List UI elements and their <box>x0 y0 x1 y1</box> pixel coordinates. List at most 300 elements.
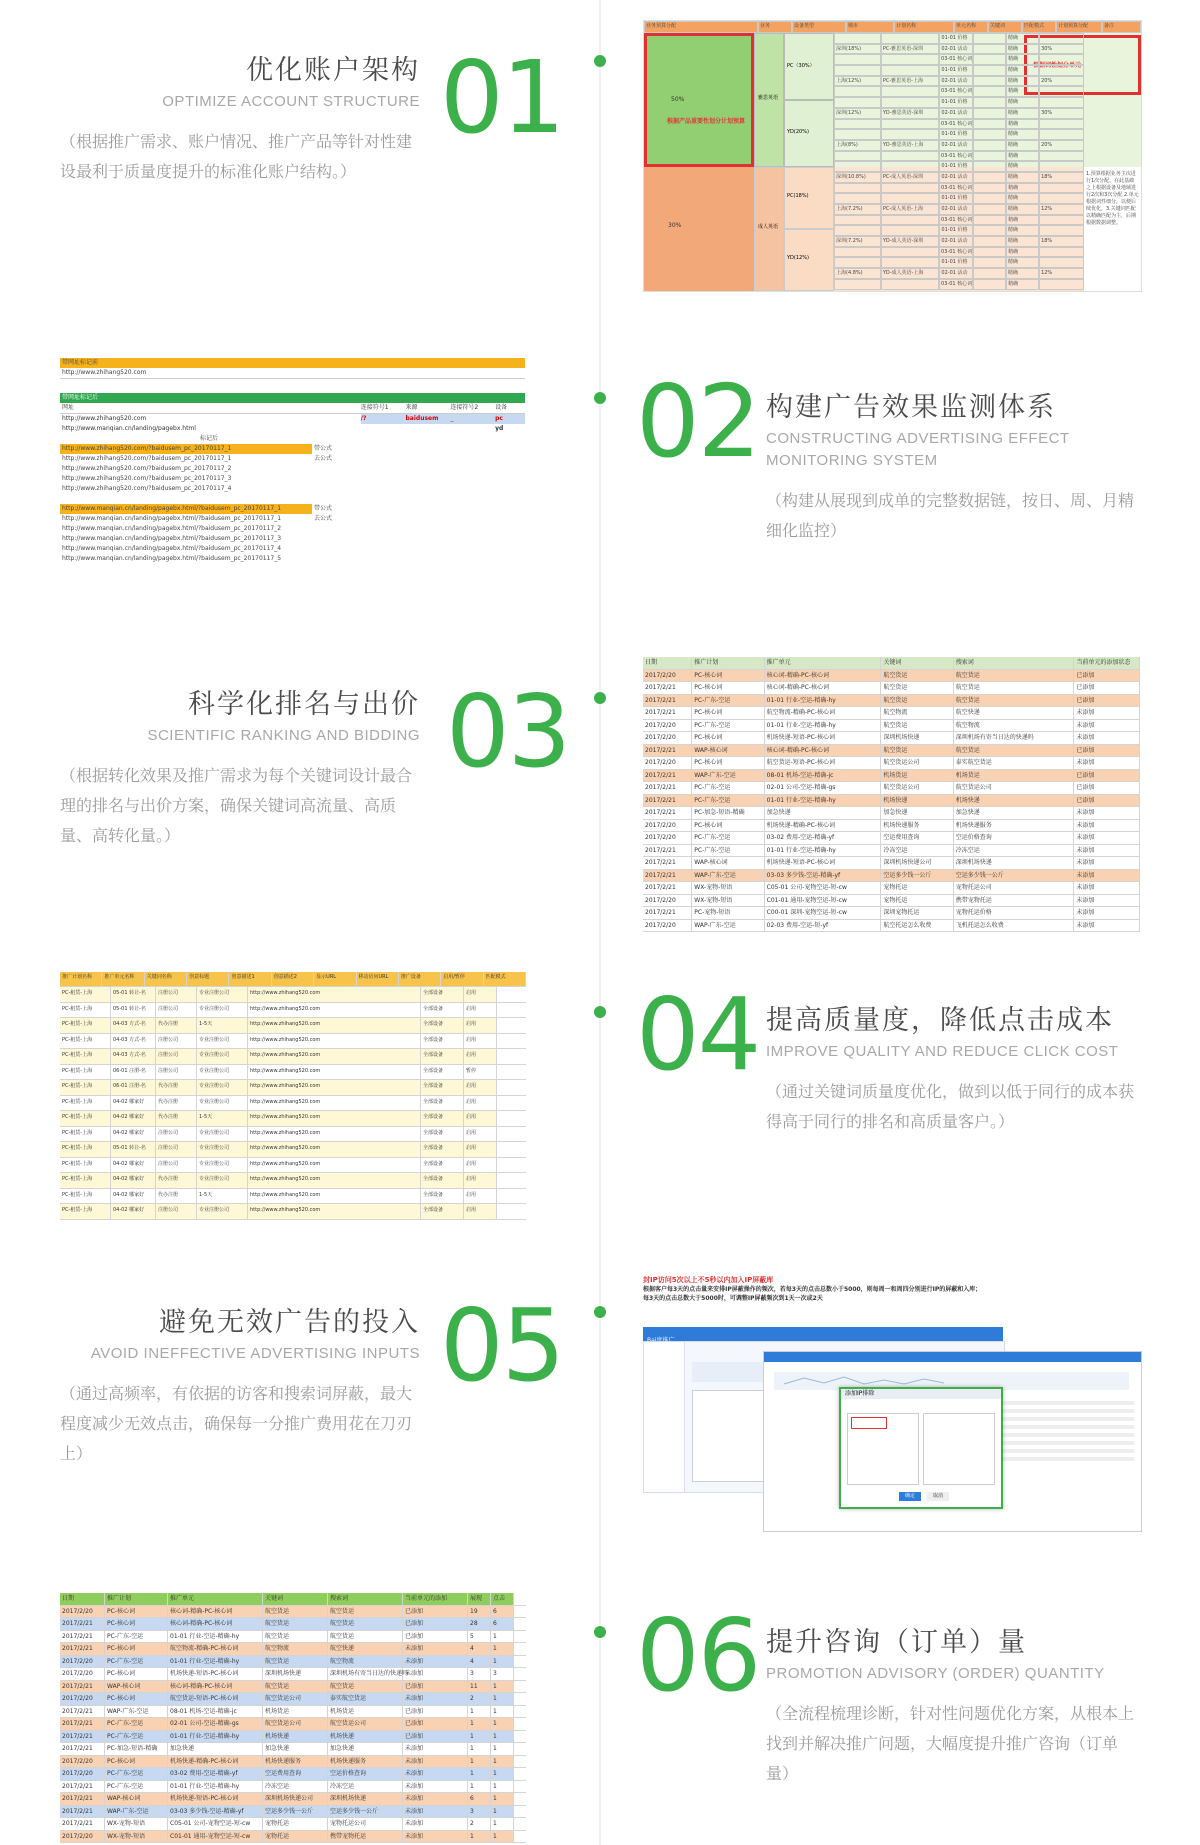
plan-cell <box>834 54 881 65</box>
plan-row <box>834 108 1084 119</box>
table-cell: 航空货运 <box>881 720 953 732</box>
budget-block-bottom <box>644 167 754 291</box>
header-cell: 点击 <box>491 1593 514 1605</box>
plan-cell <box>1039 65 1084 76</box>
plan-cell <box>1039 215 1084 226</box>
table-cell: 05-01 转让-名 <box>111 1142 156 1157</box>
header-cell: 当前单元的添加状态 <box>1074 657 1140 669</box>
header-cell: 创意描述1 <box>229 972 271 986</box>
plan-cell: 02-01 活动 <box>939 44 972 55</box>
plan-cell <box>973 204 1006 215</box>
table-cell: 01-01 行业-空运-精确-hy <box>168 1656 263 1668</box>
formula-note: 去公式 <box>314 515 333 522</box>
table-cell: 02-01 公司-空运-精确-gs <box>168 1718 263 1730</box>
table-cell: 2017/2/20 <box>643 670 692 682</box>
table-cell: PC-租赁-上海 <box>60 1080 111 1095</box>
header-cell: 设备类型 <box>792 21 846 33</box>
table-cell: 航空托运怎么收费 <box>881 920 953 932</box>
table-cell: 1 <box>491 1731 514 1743</box>
table-cell: 启用 <box>464 1127 497 1142</box>
table-cell: PC-广东-空运 <box>105 1631 168 1643</box>
table-cell: 专业注册公司 <box>197 1142 248 1157</box>
table-cell: 空运费用查询 <box>263 1768 328 1780</box>
table-cell: 机场货运 <box>328 1706 403 1718</box>
table-cell: 2017/2/20 <box>643 732 692 744</box>
table-cell: 航空货运 <box>881 745 953 757</box>
section-number-02: 02 <box>636 363 760 480</box>
table-cell: 深圳机场有寄当日达的快递吗 <box>954 732 1075 744</box>
budget-value: 50% <box>671 96 685 103</box>
header-cell: 备注 <box>1102 21 1141 33</box>
table-cell: 核心词-精确-PC-核心词 <box>168 1606 263 1618</box>
table-cell: PC-广东-空运 <box>692 695 764 707</box>
table-cell: 飞机托运怎么收费 <box>954 920 1075 932</box>
plan-cell: 精确 <box>1006 108 1039 119</box>
header-cell: 日期 <box>643 657 692 669</box>
table-cell: 03-03 多少钱-空运-精确-yf <box>765 870 882 882</box>
section-02-text <box>766 385 1136 546</box>
table-cell: 注册公司 <box>156 1127 197 1142</box>
table-cell: 航空货运 <box>263 1681 328 1693</box>
plan-cell: PC-成人英语-上海 <box>881 204 940 215</box>
plan-cell <box>834 193 881 204</box>
plan-cell: 20% <box>1039 140 1084 151</box>
plan-cell <box>834 225 881 236</box>
table-cell: PC-租赁-上海 <box>60 1111 111 1126</box>
biz-label: 成人英语 <box>758 224 779 230</box>
plan-cell: 精确 <box>1006 268 1039 279</box>
plan-cell <box>834 279 881 290</box>
table-cell: C05-01 公司-宠物空运-短-cw <box>168 1818 263 1830</box>
plan-cell: YD-雅思英语-深圳 <box>881 108 940 119</box>
table-cell: 泰实航空货运 <box>328 1693 403 1705</box>
table-cell: 机场快递服务 <box>263 1756 328 1768</box>
table-cell: 未添加 <box>403 1806 468 1818</box>
table-cell: 航空物流-精确-PC-核心词 <box>765 707 882 719</box>
table-row <box>60 1668 526 1681</box>
table-cell: 03-02 费用-空运-精确-yf <box>765 832 882 844</box>
table-cell: PC-租赁-上海 <box>60 1142 111 1157</box>
table-cell: 深圳宠物托运 <box>881 907 953 919</box>
plan-cell: 02-01 活动 <box>939 268 972 279</box>
plan-cell <box>973 65 1006 76</box>
table-cell: 注册公司 <box>156 1065 197 1080</box>
plan-cell <box>834 86 881 97</box>
plan-cell <box>881 225 940 236</box>
table-cell: 2017/2/21 <box>643 707 692 719</box>
tagged-url-list-a <box>60 444 525 494</box>
device-block <box>784 100 834 167</box>
table-cell: 2017/2/20 <box>60 1656 105 1668</box>
creative-sheet <box>60 972 526 1213</box>
table-cell: 机场快递-短语-PC-核心词 <box>168 1668 263 1680</box>
header-cell: 显示URL <box>314 972 356 986</box>
dialog-cancel-button[interactable]: 取消 <box>927 1492 949 1501</box>
plan-cell: PC-雅思英语-上海 <box>881 76 940 87</box>
plan-cell <box>834 183 881 194</box>
table-cell: WX-宠物-短语 <box>105 1831 168 1843</box>
table-cell: 核心词-精确-PC-核心词 <box>168 1681 263 1693</box>
table-cell: 已添加 <box>1074 795 1140 807</box>
table-cell: 空运多少钱一公斤 <box>954 870 1075 882</box>
table-cell: 专业注册公司 <box>197 987 248 1002</box>
plan-cell: 上海(4.8%) <box>834 268 881 279</box>
section-subtitle: OPTIMIZE ACCOUNT STRUCTURE <box>162 93 420 110</box>
table-cell: 2017/2/20 <box>643 920 692 932</box>
table-cell: 航空货运 <box>263 1656 328 1668</box>
sheet-label: 带网址标记后 <box>60 393 525 403</box>
biz-block <box>754 167 784 291</box>
plan-cell <box>1039 247 1084 258</box>
plan-cell <box>834 257 881 268</box>
table-cell: 深圳机场快递 <box>881 732 953 744</box>
plan-cell <box>881 33 940 44</box>
header-cell: 当前单元的添加 <box>403 1593 468 1605</box>
plan-cell <box>973 215 1006 226</box>
plan-row <box>834 247 1084 258</box>
table-cell: 机场快递服务 <box>954 820 1075 832</box>
table-cell: 3 <box>468 1806 491 1818</box>
table-cell: 航空货运-短语-PC-核心词 <box>765 757 882 769</box>
table-cell: 航空货运 <box>263 1631 328 1643</box>
plan-cell: 精确 <box>1006 225 1039 236</box>
dialog-ok-button[interactable]: 确定 <box>899 1492 921 1501</box>
plan-cell: 02-01 活动 <box>939 172 972 183</box>
plan-cell: 01-01 价格 <box>939 97 972 108</box>
table-cell: PC-广东-空运 <box>692 720 764 732</box>
table-cell: 深圳机场快递公司 <box>881 857 953 869</box>
table-cell: 01-01 行业-空运-精确-hy <box>765 720 882 732</box>
table-cell: PC-租赁-上海 <box>60 1003 111 1018</box>
plan-cell <box>1039 225 1084 236</box>
table-cell: 航空货运-短语-PC-核心词 <box>168 1693 263 1705</box>
plan-cell <box>881 215 939 226</box>
table-cell: 2017/2/21 <box>643 870 692 882</box>
tag-value-row <box>60 414 525 424</box>
url-cell: http://www.manqian.cn/landing/pagebx.html/?baidusem_pc_20170117_4 <box>62 545 282 552</box>
table-cell: 航空物流 <box>328 1656 403 1668</box>
table-cell: PC-广东-空运 <box>692 782 764 794</box>
plan-cell <box>973 225 1006 236</box>
device-block <box>784 167 834 229</box>
table-cell: 1 <box>491 1781 514 1793</box>
plan-row <box>834 225 1084 236</box>
table-cell: PC-核心词 <box>105 1756 168 1768</box>
table-cell: 航空货运公司 <box>954 782 1075 794</box>
table-cell: http://www.zhihang520.com <box>248 1127 421 1142</box>
table-cell: 03-03 多少钱-空运-精确-yf <box>168 1806 263 1818</box>
table-cell: 已添加 <box>1074 682 1140 694</box>
table-cell: 04-03 方式-名 <box>111 1049 156 1064</box>
table-cell: 05-01 转让-名 <box>111 1003 156 1018</box>
section-number-06: 06 <box>636 1597 760 1714</box>
table-cell: 全部设备 <box>421 1204 464 1219</box>
plan-cell: 18% <box>1039 236 1084 247</box>
table-cell: 暂停 <box>464 1065 497 1080</box>
plan-cell: 精确 <box>1006 140 1039 151</box>
header-cell: 推广单元 <box>168 1593 263 1605</box>
table-cell: 代办注册 <box>156 1080 197 1095</box>
table-cell: PC-租赁-上海 <box>60 1018 111 1033</box>
table-cell: 全部设备 <box>421 1080 464 1095</box>
table-cell: 未添加 <box>1074 732 1140 744</box>
table-cell: 注册公司 <box>156 1204 197 1219</box>
ip-textarea[interactable] <box>847 1413 919 1485</box>
table-cell: 未添加 <box>1074 720 1140 732</box>
header-cell: 推广计划 <box>692 657 764 669</box>
plan-cell <box>973 108 1006 119</box>
tagged-url-row <box>60 524 525 534</box>
table-cell: 深圳机场快递 <box>954 857 1075 869</box>
formula-note <box>312 554 314 564</box>
table-cell: C00-01 深圳-宠物空运-短-cw <box>765 907 882 919</box>
table-cell: 未添加 <box>403 1818 468 1830</box>
table-cell: 航空货运 <box>881 670 953 682</box>
plan-row <box>834 44 1084 55</box>
table-cell: http://www.zhihang520.com <box>248 1111 421 1126</box>
table-cell: 1 <box>491 1818 514 1830</box>
url-cell: http://www.zhihang520.com/?baidusem_pc_20170117_4 <box>62 485 232 492</box>
table-cell: 全部设备 <box>421 1049 464 1064</box>
table-cell: 1 <box>468 1731 491 1743</box>
table-row <box>60 1643 526 1656</box>
table-cell: 未添加 <box>403 1693 468 1705</box>
header-cell: 关键词 <box>263 1593 328 1605</box>
table-cell: 代办注册 <box>156 1018 197 1033</box>
header-cell: 计划预算分配 <box>1056 21 1102 33</box>
table-cell: 航空物流 <box>954 720 1075 732</box>
section-description: （构建从展现到成单的完整数据链，按日、周、月精细化监控） <box>766 491 1135 540</box>
sheet-table <box>643 657 1140 932</box>
table-cell: 4 <box>468 1643 491 1655</box>
table-cell: 加急快递 <box>263 1743 328 1755</box>
plan-cell: 精确 <box>1006 236 1039 247</box>
table-cell: 加急快递 <box>954 807 1075 819</box>
table-cell: 1 <box>491 1706 514 1718</box>
table-cell: 启用 <box>464 1158 497 1173</box>
sheet-table <box>60 1593 526 1843</box>
tagged-url-row <box>60 554 525 564</box>
plan-cell: YD-成人英语-上海 <box>881 268 940 279</box>
table-cell: 机场快递 <box>328 1731 403 1743</box>
table-cell: 航空货运 <box>328 1681 403 1693</box>
device-label: PC（30%） <box>787 63 815 69</box>
table-cell: 全部设备 <box>421 1189 464 1204</box>
section-title: 避免无效广告的投入 <box>159 1307 420 1338</box>
table-cell: 冷冻空运 <box>954 845 1075 857</box>
table-cell: 2017/2/21 <box>60 1718 105 1730</box>
table-row <box>643 920 1140 933</box>
header-cell: 关键词名称 <box>145 972 187 986</box>
table-cell: 空运多少钱一公斤 <box>328 1806 403 1818</box>
table-cell: 6 <box>491 1606 514 1618</box>
plan-cell <box>1039 279 1084 290</box>
plan-row <box>834 193 1084 204</box>
table-cell: WAP-核心词 <box>105 1681 168 1693</box>
table-cell: 2017/2/21 <box>60 1731 105 1743</box>
plan-cell <box>1039 54 1084 65</box>
tagged-url-row <box>60 544 525 554</box>
table-cell: 2017/2/21 <box>643 695 692 707</box>
table-cell: 未添加 <box>1074 757 1140 769</box>
table-cell: 启用 <box>464 1173 497 1188</box>
header-cell: 推广计划名称 <box>60 972 102 986</box>
table-cell: 01-01 行业-空运-精确-hy <box>168 1731 263 1743</box>
table-cell: 全部设备 <box>421 1111 464 1126</box>
plan-row <box>834 236 1084 247</box>
plan-cell <box>834 119 881 130</box>
url-tracking-sheet <box>60 358 525 593</box>
timeline-dot-06 <box>594 1626 606 1638</box>
table-cell: 1 <box>468 1781 491 1793</box>
plan-cell <box>1039 183 1084 194</box>
table-cell: http://www.zhihang520.com <box>248 1003 421 1018</box>
table-row <box>60 1080 526 1096</box>
plan-cell: 精确 <box>1006 44 1039 55</box>
section-number-05: 05 <box>440 1287 564 1404</box>
plan-cell <box>973 119 1006 130</box>
plan-cell <box>1039 257 1084 268</box>
table-cell: WX-宠物-短语 <box>692 895 764 907</box>
table-cell: 未添加 <box>1074 832 1140 844</box>
tag-value-row <box>60 424 525 434</box>
plan-row <box>834 76 1084 87</box>
plan-cell: 精确 <box>1006 193 1039 204</box>
table-cell: 深圳机场快递 <box>263 1668 328 1680</box>
table-cell: 加急快递 <box>881 807 953 819</box>
table-cell: 2017/2/21 <box>643 807 692 819</box>
table-cell: 1 <box>491 1681 514 1693</box>
sheet-label: 标记后 <box>200 435 219 442</box>
plan-cell: 03-01 核心词 <box>939 54 973 65</box>
table-cell: 05-01 转让-名 <box>111 987 156 1002</box>
table-cell: 注册公司 <box>156 1049 197 1064</box>
section-description: （根据推广需求、账户情况、推广产品等针对性建设最利于质量度提升的标准化账户结构。） <box>60 132 413 181</box>
plan-cell: 精确 <box>1006 86 1039 97</box>
table-cell: 未添加 <box>403 1831 468 1843</box>
section-subtitle: PROMOTION ADVISORY (ORDER) QUANTITY <box>766 1665 1105 1682</box>
table-cell: PC-核心词 <box>105 1618 168 1630</box>
plan-row <box>834 183 1084 194</box>
table-cell: 冷冻空运 <box>881 845 953 857</box>
table-cell: WAP-广东-空运 <box>692 920 764 932</box>
table-cell: PC-广东-空运 <box>105 1656 168 1668</box>
plan-cell: 01-01 价格 <box>939 193 972 204</box>
table-cell: 2017/2/20 <box>643 895 692 907</box>
window-table <box>994 1397 1134 1517</box>
table-cell: 6 <box>491 1618 514 1630</box>
table-cell: 启用 <box>464 1096 497 1111</box>
tagged-url-row <box>60 454 525 464</box>
url-cell: http://www.zhihang520.com/?baidusem_pc_20170117_3 <box>62 475 232 482</box>
table-row <box>60 1768 526 1781</box>
table-cell: 注册公司 <box>156 1158 197 1173</box>
col-header: 设备 <box>495 404 508 411</box>
plan-cell <box>834 33 881 44</box>
plan-row <box>834 257 1084 268</box>
table-cell: 2017/2/20 <box>643 820 692 832</box>
table-cell: 未添加 <box>1074 707 1140 719</box>
plan-cell <box>973 172 1006 183</box>
table-cell: 机场快递-精确-PC-核心词 <box>168 1756 263 1768</box>
table-cell: 全部设备 <box>421 1018 464 1033</box>
plan-cell <box>834 129 881 140</box>
biz-label: 雅思英语 <box>758 95 779 101</box>
table-cell: 2017/2/21 <box>60 1706 105 1718</box>
plan-cell <box>881 65 940 76</box>
plan-cell <box>1039 97 1084 108</box>
table-cell: 航空货运公司 <box>328 1718 403 1730</box>
table-cell: PC-广东-空运 <box>692 795 764 807</box>
table-row <box>60 1793 526 1806</box>
table-cell: 机场货运 <box>954 770 1075 782</box>
header-cell: 移动访问URL <box>357 972 399 986</box>
table-row <box>60 1204 526 1220</box>
plan-cell: 精确 <box>1006 247 1039 258</box>
tagged-url-list-b <box>60 504 525 564</box>
table-cell: 2017/2/20 <box>643 720 692 732</box>
table-cell: 空运价格查询 <box>954 832 1075 844</box>
section-subtitle: CONSTRUCTING ADVERTISING EFFECT MONITORING SYSTEM <box>766 430 1070 469</box>
table-cell: PC-租赁-上海 <box>60 1096 111 1111</box>
url-cell: http://www.manqian.cn/landing/pagebx.html/?baidusem_pc_20170117_3 <box>62 535 282 542</box>
table-row <box>643 870 1140 883</box>
tag-cell: _ <box>450 414 495 424</box>
table-cell: C01-01 通用-宠物空运-短-cw <box>765 895 882 907</box>
dialog-title: 添加IP排除 <box>841 1389 1001 1399</box>
plan-cell: 上海(12%) <box>834 76 881 87</box>
ip-exclusion-dialog[interactable] <box>839 1387 1003 1509</box>
table-cell: 2017/2/21 <box>60 1618 105 1630</box>
table-cell: 空运多少钱一公斤 <box>881 870 953 882</box>
table-cell: WAP-广东-空运 <box>692 870 764 882</box>
table-cell: 专业注册公司 <box>197 1003 248 1018</box>
plan-cell: 精确 <box>1006 215 1039 226</box>
plan-cell: 02-01 活动 <box>939 236 972 247</box>
table-cell: 2017/2/21 <box>60 1806 105 1818</box>
tagged-url-row <box>60 504 525 514</box>
table-cell: 航空货运公司 <box>263 1718 328 1730</box>
table-cell: 未添加 <box>403 1768 468 1780</box>
table-cell: 2017/2/20 <box>60 1756 105 1768</box>
plan-cell <box>973 268 1006 279</box>
table-cell: 已添加 <box>403 1731 468 1743</box>
table-cell: 1 <box>491 1693 514 1705</box>
table-cell: 加急快递 <box>168 1743 263 1755</box>
plan-cell: 精确 <box>1006 279 1039 290</box>
tag-header-row <box>60 403 525 414</box>
plan-cell <box>1039 193 1084 204</box>
table-cell: 机场快递 <box>954 795 1075 807</box>
plan-cell: 精确 <box>1006 76 1039 87</box>
section-title: 科学化排名与出价 <box>188 689 420 720</box>
table-cell: http://www.zhihang520.com <box>248 1158 421 1173</box>
plan-cell <box>881 279 939 290</box>
plan-cell: 精确 <box>1006 129 1039 140</box>
plan-cell: 深圳(10.8%) <box>834 172 881 183</box>
table-cell: PC-宠物-短语 <box>692 907 764 919</box>
plan-cell: 精确 <box>1006 172 1039 183</box>
tagged-url-row <box>60 484 525 494</box>
section-description: （通过关键词质量度优化，做到以低于同行的成本获得高于同行的排名和高质量客户。） <box>766 1082 1135 1131</box>
table-cell: 专业注册公司 <box>197 1158 248 1173</box>
table-cell: 宠物托运 <box>263 1818 328 1830</box>
table-cell: 1 <box>491 1768 514 1780</box>
table-cell: 宠物托运价格 <box>954 907 1075 919</box>
table-cell: WAP-广东-空运 <box>692 770 764 782</box>
table-row <box>643 770 1140 783</box>
table-cell: 专业注册公司 <box>197 1204 248 1219</box>
